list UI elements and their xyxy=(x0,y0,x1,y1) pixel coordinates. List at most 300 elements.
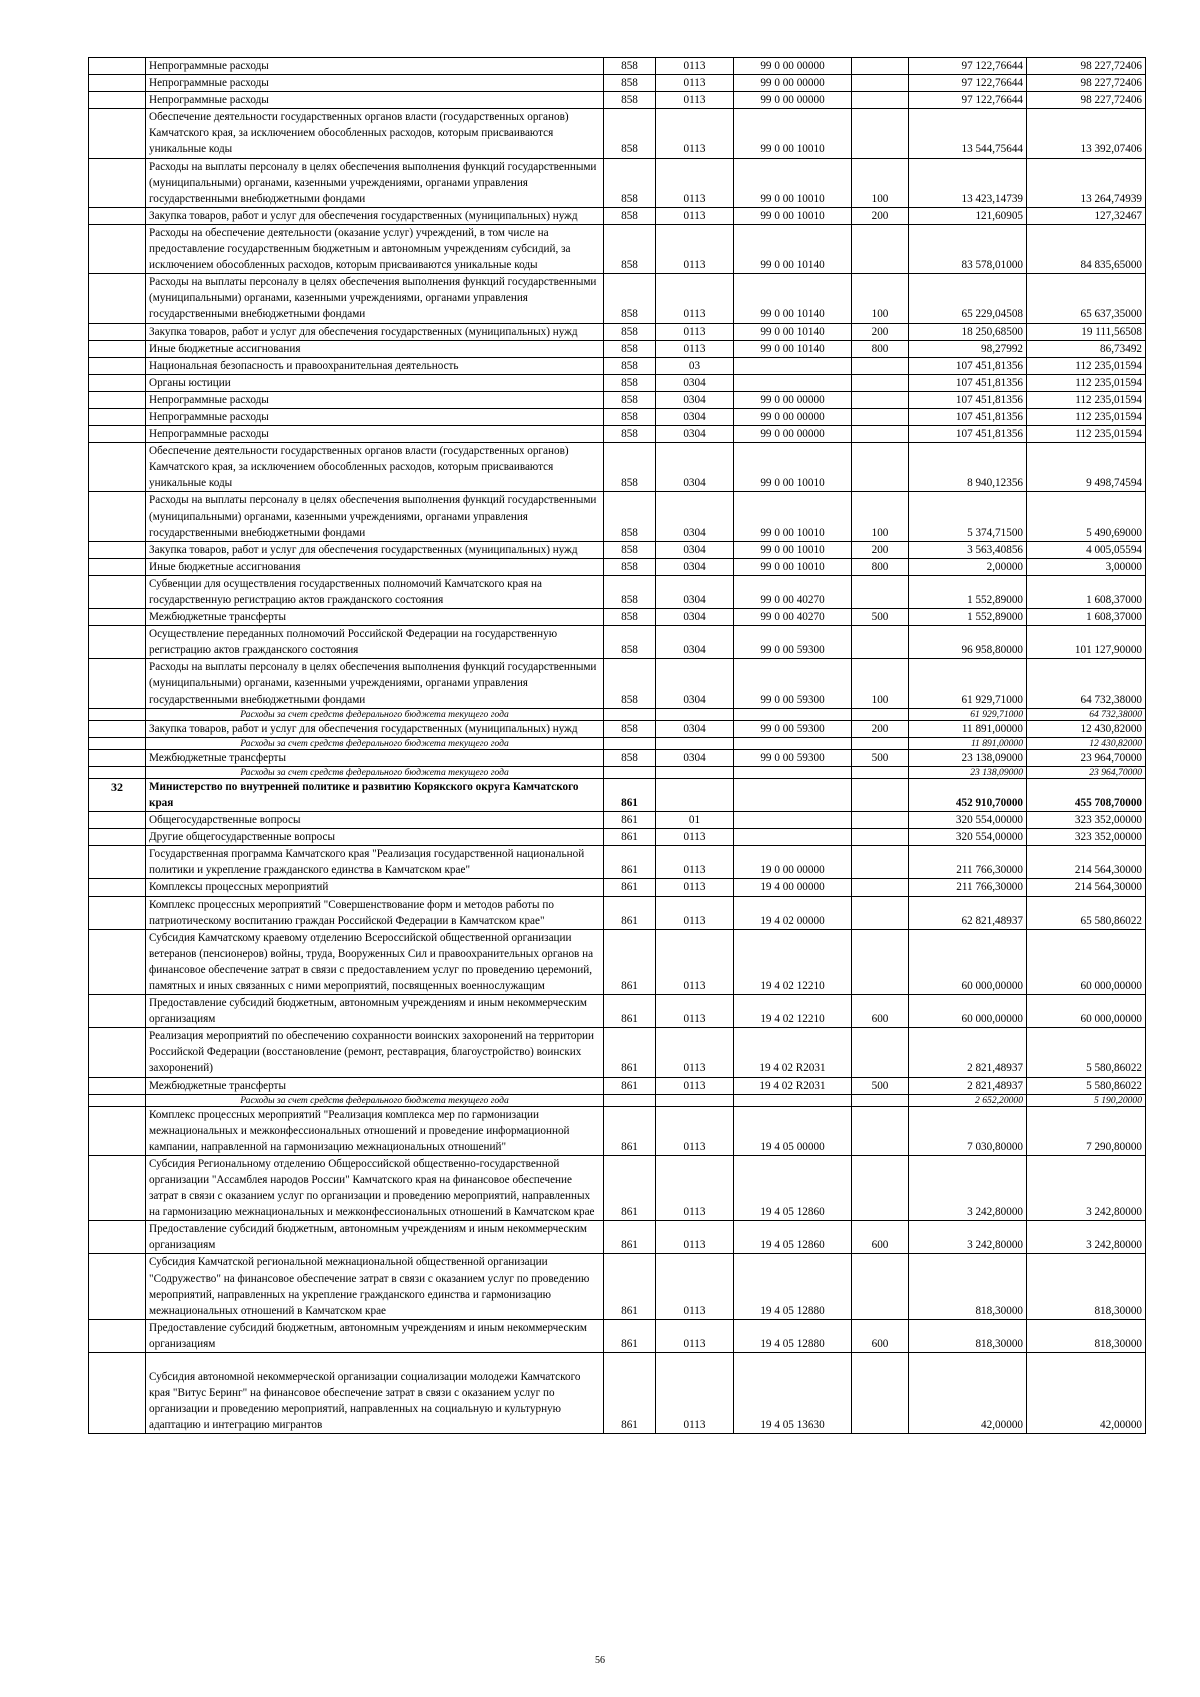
amount-year2-cell: 5 580,86022 xyxy=(1027,1077,1146,1094)
table-row xyxy=(89,207,1146,224)
expense-type-cell xyxy=(852,812,909,829)
amount-year2-cell: 12 430,82000 xyxy=(1027,720,1146,737)
amount-year2-cell: 23 964,70000 xyxy=(1027,766,1146,778)
amount-year1-cell: 320 554,00000 xyxy=(909,829,1027,846)
expense-name-cell: Расходы за счет средств федерального бюджета текущего года xyxy=(146,708,604,720)
department-code-cell xyxy=(604,1094,656,1106)
section-code-cell: 0113 xyxy=(656,1319,734,1352)
amount-year1-cell: 97 122,76644 xyxy=(909,75,1027,92)
section-code-cell: 0113 xyxy=(656,896,734,929)
table-row xyxy=(89,224,1146,273)
section-code-cell: 0304 xyxy=(656,575,734,608)
department-code-cell: 861 xyxy=(604,1028,656,1077)
row-number-cell xyxy=(89,720,146,737)
expense-type-cell xyxy=(852,1254,909,1319)
amount-year1-cell: 121,60905 xyxy=(909,207,1027,224)
expense-name-cell: Расходы за счет средств федерального бюджета текущего года xyxy=(146,737,604,749)
expense-type-cell: 200 xyxy=(852,207,909,224)
expense-name-cell: Расходы на выплаты персоналу в целях обеспечения выполнения функций государственными (муниципальными) органами, казенными учреждениями, органами управления государственными внебюджетными фондами xyxy=(146,158,604,207)
table-row xyxy=(89,1353,1146,1434)
amount-year1-cell: 2 652,20000 xyxy=(909,1094,1027,1106)
target-article-cell: 99 0 00 00000 xyxy=(734,58,852,75)
section-code-cell: 0113 xyxy=(656,58,734,75)
expense-name-cell: Межбюджетные трансферты xyxy=(146,609,604,626)
table-row xyxy=(89,323,1146,340)
expense-name-cell: Государственная программа Камчатского края "Реализация государственной национальной политики и укрепление гражданского единства в Камчатском крае" xyxy=(146,846,604,879)
amount-year2-cell: 60 000,00000 xyxy=(1027,995,1146,1028)
expense-type-cell: 500 xyxy=(852,1077,909,1094)
section-code-cell: 0304 xyxy=(656,541,734,558)
amount-year1-cell: 107 451,81356 xyxy=(909,374,1027,391)
row-number-cell xyxy=(89,1094,146,1106)
row-number-cell xyxy=(89,659,146,708)
expense-type-cell xyxy=(852,357,909,374)
section-code-cell: 0113 xyxy=(656,109,734,158)
section-code-cell: 0113 xyxy=(656,1155,734,1220)
expense-type-cell: 100 xyxy=(852,492,909,541)
department-code-cell: 861 xyxy=(604,829,656,846)
expense-name-cell: Закупка товаров, работ и услуг для обеспечения государственных (муниципальных) нужд xyxy=(146,207,604,224)
table-row xyxy=(89,766,1146,778)
expense-type-cell: 500 xyxy=(852,609,909,626)
table-row xyxy=(89,391,1146,408)
row-number-cell xyxy=(89,1221,146,1254)
target-article-cell xyxy=(734,812,852,829)
expense-name-cell: Обеспечение деятельности государственных органов власти (государственных органов) Камчатского края, за исключением обособленных расходов, которым присваиваются уникальные коды xyxy=(146,443,604,492)
expense-name-cell: Реализация мероприятий по обеспечению сохранности воинских захоронений на территории Российской Федерации (восстановление (ремонт, реставрация, благоустройство) воинских захоронений) xyxy=(146,1028,604,1077)
target-article-cell: 99 0 00 00000 xyxy=(734,75,852,92)
target-article-cell xyxy=(734,1094,852,1106)
expense-name-cell: Министерство по внутренней политике и развитию Корякского округа Камчатского края xyxy=(146,778,604,811)
amount-year2-cell: 65 580,86022 xyxy=(1027,896,1146,929)
row-number-cell xyxy=(89,340,146,357)
expense-name-cell: Межбюджетные трансферты xyxy=(146,1077,604,1094)
table-row xyxy=(89,374,1146,391)
expense-name-cell: Межбюджетные трансферты xyxy=(146,749,604,766)
expense-type-cell: 800 xyxy=(852,558,909,575)
table-row xyxy=(89,1319,1146,1352)
amount-year1-cell: 83 578,01000 xyxy=(909,224,1027,273)
section-code-cell xyxy=(656,1094,734,1106)
amount-year2-cell: 5 490,69000 xyxy=(1027,492,1146,541)
section-code-cell: 0304 xyxy=(656,408,734,425)
target-article-cell: 99 0 00 00000 xyxy=(734,408,852,425)
expense-name-cell: Обеспечение деятельности государственных органов власти (государственных органов) Камчатского края, за исключением обособленных расходов, которым присваиваются уникальные коды xyxy=(146,109,604,158)
department-code-cell: 861 xyxy=(604,1106,656,1155)
amount-year2-cell: 60 000,00000 xyxy=(1027,929,1146,994)
table-row xyxy=(89,626,1146,659)
table-row xyxy=(89,408,1146,425)
target-article-cell: 99 0 00 40270 xyxy=(734,609,852,626)
table-row xyxy=(89,1106,1146,1155)
table-row xyxy=(89,575,1146,608)
department-code-cell: 858 xyxy=(604,92,656,109)
department-code-cell: 861 xyxy=(604,896,656,929)
row-number-cell xyxy=(89,109,146,158)
row-number-cell xyxy=(89,1106,146,1155)
expense-type-cell xyxy=(852,391,909,408)
amount-year1-cell: 1 552,89000 xyxy=(909,609,1027,626)
amount-year2-cell: 98 227,72406 xyxy=(1027,58,1146,75)
expense-type-cell xyxy=(852,1094,909,1106)
target-article-cell: 19 4 05 12880 xyxy=(734,1254,852,1319)
expense-name-cell: Иные бюджетные ассигнования xyxy=(146,340,604,357)
target-article-cell: 99 0 00 10010 xyxy=(734,109,852,158)
amount-year2-cell: 127,32467 xyxy=(1027,207,1146,224)
expense-type-cell xyxy=(852,708,909,720)
department-code-cell: 858 xyxy=(604,207,656,224)
section-code-cell: 0304 xyxy=(656,374,734,391)
amount-year2-cell: 9 498,74594 xyxy=(1027,443,1146,492)
table-row xyxy=(89,749,1146,766)
department-code-cell xyxy=(604,766,656,778)
table-row xyxy=(89,426,1146,443)
expense-type-cell xyxy=(852,829,909,846)
amount-year2-cell: 5 190,20000 xyxy=(1027,1094,1146,1106)
expense-name-cell: Расходы на выплаты персоналу в целях обеспечения выполнения функций государственными (муниципальными) органами, казенными учреждениями, органами управления государственными внебюджетными фондами xyxy=(146,659,604,708)
expense-name-cell: Расходы на выплаты персоналу в целях обеспечения выполнения функций государственными (муниципальными) органами, казенными учреждениями, органами управления государственными внебюджетными фондами xyxy=(146,274,604,323)
department-code-cell: 861 xyxy=(604,846,656,879)
department-code-cell: 861 xyxy=(604,1353,656,1434)
expense-type-cell xyxy=(852,1353,909,1434)
table-row xyxy=(89,92,1146,109)
row-number-cell: 32 xyxy=(89,778,146,811)
amount-year2-cell: 1 608,37000 xyxy=(1027,575,1146,608)
amount-year2-cell: 3 242,80000 xyxy=(1027,1155,1146,1220)
department-code-cell: 861 xyxy=(604,1155,656,1220)
row-number-cell xyxy=(89,323,146,340)
table-row xyxy=(89,708,1146,720)
department-code-cell: 858 xyxy=(604,426,656,443)
target-article-cell: 99 0 00 40270 xyxy=(734,575,852,608)
table-row xyxy=(89,896,1146,929)
section-code-cell: 0113 xyxy=(656,92,734,109)
amount-year1-cell: 60 000,00000 xyxy=(909,929,1027,994)
amount-year1-cell: 107 451,81356 xyxy=(909,357,1027,374)
expense-name-cell: Субсидия Камчатскому краевому отделению Всероссийской общественной организации ветеранов (пенсионеров) войны, труда, Вооруженных Сил и правоохранительных органов на финансовое обеспечение затрат в связи с предоставлением услуг по проведению церемоний, памятных и иных связанных с ними мероприятий, посвященных военнослужащим xyxy=(146,929,604,994)
amount-year1-cell: 11 891,00000 xyxy=(909,737,1027,749)
section-code-cell: 0113 xyxy=(656,323,734,340)
department-code-cell: 858 xyxy=(604,626,656,659)
expense-name-cell: Расходы на обеспечение деятельности (оказание услуг) учреждений, в том числе на предоставление государственным бюджетным и автономным учреждениям субсидий, за исключением обособленных расходов, которым присваиваются уникальные коды xyxy=(146,224,604,273)
target-article-cell: 99 0 00 59300 xyxy=(734,749,852,766)
amount-year2-cell: 64 732,38000 xyxy=(1027,659,1146,708)
amount-year2-cell: 65 637,35000 xyxy=(1027,274,1146,323)
amount-year1-cell: 818,30000 xyxy=(909,1319,1027,1352)
row-number-cell xyxy=(89,879,146,896)
target-article-cell: 19 4 02 00000 xyxy=(734,896,852,929)
expense-name-cell: Предоставление субсидий бюджетным, автономным учреждениям и иным некоммерческим организациям xyxy=(146,995,604,1028)
expense-name-cell: Закупка товаров, работ и услуг для обеспечения государственных (муниципальных) нужд xyxy=(146,323,604,340)
target-article-cell xyxy=(734,708,852,720)
department-code-cell: 858 xyxy=(604,274,656,323)
section-code-cell xyxy=(656,737,734,749)
amount-year2-cell: 112 235,01594 xyxy=(1027,391,1146,408)
section-code-cell: 0113 xyxy=(656,1028,734,1077)
section-code-cell: 0113 xyxy=(656,846,734,879)
target-article-cell xyxy=(734,778,852,811)
amount-year2-cell: 13 264,74939 xyxy=(1027,158,1146,207)
row-number-cell xyxy=(89,92,146,109)
department-code-cell: 858 xyxy=(604,158,656,207)
table-row xyxy=(89,879,1146,896)
amount-year2-cell: 1 608,37000 xyxy=(1027,609,1146,626)
expense-name-cell: Субсидия автономной некоммерческой организации социализации молодежи Камчатского края "Витус Беринг" на финансовое обеспечение затрат в связи с оказанием услуг по организации и проведению мероприятий, направленных на социальную и культурную адаптацию и интеграцию мигрантов xyxy=(146,1353,604,1434)
amount-year2-cell: 42,00000 xyxy=(1027,1353,1146,1434)
expense-name-cell: Закупка товаров, работ и услуг для обеспечения государственных (муниципальных) нужд xyxy=(146,720,604,737)
table-row xyxy=(89,541,1146,558)
row-number-cell xyxy=(89,812,146,829)
table-row xyxy=(89,846,1146,879)
amount-year1-cell: 62 821,48937 xyxy=(909,896,1027,929)
target-article-cell: 99 0 00 00000 xyxy=(734,391,852,408)
amount-year2-cell: 214 564,30000 xyxy=(1027,846,1146,879)
department-code-cell: 861 xyxy=(604,1319,656,1352)
department-code-cell: 858 xyxy=(604,749,656,766)
section-code-cell: 0304 xyxy=(656,749,734,766)
amount-year1-cell: 2,00000 xyxy=(909,558,1027,575)
page-number: 56 xyxy=(595,1655,605,1666)
target-article-cell: 19 4 02 12210 xyxy=(734,995,852,1028)
row-number-cell xyxy=(89,829,146,846)
amount-year1-cell: 452 910,70000 xyxy=(909,778,1027,811)
expense-name-cell: Иные бюджетные ассигнования xyxy=(146,558,604,575)
row-number-cell xyxy=(89,443,146,492)
department-code-cell: 858 xyxy=(604,720,656,737)
section-code-cell: 0113 xyxy=(656,995,734,1028)
row-number-cell xyxy=(89,1319,146,1352)
amount-year2-cell: 4 005,05594 xyxy=(1027,541,1146,558)
amount-year1-cell: 107 451,81356 xyxy=(909,391,1027,408)
expense-type-cell xyxy=(852,575,909,608)
target-article-cell xyxy=(734,737,852,749)
section-code-cell xyxy=(656,778,734,811)
table-row xyxy=(89,1155,1146,1220)
row-number-cell xyxy=(89,408,146,425)
amount-year2-cell: 13 392,07406 xyxy=(1027,109,1146,158)
department-code-cell: 858 xyxy=(604,443,656,492)
target-article-cell: 99 0 00 10010 xyxy=(734,541,852,558)
table-row xyxy=(89,720,1146,737)
section-code-cell: 0113 xyxy=(656,1106,734,1155)
expense-name-cell: Субсидия Камчатской региональной межнациональной общественной организации "Содружество" на финансовое обеспечение затрат в связи с оказанием услуг по проведению мероприятий, направленных на укрепление гражданского единства и гармонизацию межнациональных отношений в Камчатском крае xyxy=(146,1254,604,1319)
amount-year2-cell: 112 235,01594 xyxy=(1027,374,1146,391)
amount-year1-cell: 818,30000 xyxy=(909,1254,1027,1319)
target-article-cell: 19 4 05 00000 xyxy=(734,1106,852,1155)
table-row xyxy=(89,1221,1146,1254)
target-article-cell xyxy=(734,374,852,391)
target-article-cell: 99 0 00 00000 xyxy=(734,92,852,109)
amount-year1-cell: 3 242,80000 xyxy=(909,1221,1027,1254)
expense-type-cell: 600 xyxy=(852,1221,909,1254)
section-code-cell: 0113 xyxy=(656,75,734,92)
section-code-cell: 0113 xyxy=(656,207,734,224)
table-row xyxy=(89,357,1146,374)
department-code-cell: 858 xyxy=(604,109,656,158)
table-row xyxy=(89,995,1146,1028)
department-code-cell: 858 xyxy=(604,391,656,408)
department-code-cell: 858 xyxy=(604,58,656,75)
amount-year1-cell: 211 766,30000 xyxy=(909,846,1027,879)
target-article-cell: 99 0 00 10010 xyxy=(734,207,852,224)
amount-year2-cell: 3,00000 xyxy=(1027,558,1146,575)
row-number-cell xyxy=(89,1077,146,1094)
department-code-cell: 861 xyxy=(604,812,656,829)
amount-year1-cell: 42,00000 xyxy=(909,1353,1027,1434)
amount-year1-cell: 23 138,09000 xyxy=(909,749,1027,766)
target-article-cell: 99 0 00 00000 xyxy=(734,426,852,443)
expense-type-cell: 600 xyxy=(852,995,909,1028)
target-article-cell: 99 0 00 10140 xyxy=(734,274,852,323)
department-code-cell xyxy=(604,737,656,749)
expense-name-cell: Субсидия Региональному отделению Общероссийской общественно-государственной организации "Ассамблея народов России" Камчатского края на финансовое обеспечение затрат в связи с оказанием услуг по организации и проведению мероприятий, направленных на гармонизацию межнациональных и межконфессиональных отношений в Камчатском крае xyxy=(146,1155,604,1220)
row-number-cell xyxy=(89,558,146,575)
amount-year1-cell: 107 451,81356 xyxy=(909,426,1027,443)
department-code-cell: 861 xyxy=(604,879,656,896)
expense-type-cell: 800 xyxy=(852,340,909,357)
section-code-cell: 0113 xyxy=(656,340,734,357)
department-code-cell: 858 xyxy=(604,558,656,575)
target-article-cell: 99 0 00 10140 xyxy=(734,224,852,273)
expense-type-cell: 100 xyxy=(852,158,909,207)
section-code-cell: 0304 xyxy=(656,609,734,626)
amount-year2-cell: 818,30000 xyxy=(1027,1254,1146,1319)
table-row xyxy=(89,737,1146,749)
amount-year2-cell: 112 235,01594 xyxy=(1027,357,1146,374)
expense-name-cell: Непрограммные расходы xyxy=(146,408,604,425)
expense-type-cell xyxy=(852,374,909,391)
amount-year2-cell: 455 708,70000 xyxy=(1027,778,1146,811)
amount-year2-cell: 101 127,90000 xyxy=(1027,626,1146,659)
section-code-cell xyxy=(656,708,734,720)
amount-year2-cell: 98 227,72406 xyxy=(1027,92,1146,109)
table-body xyxy=(89,58,1146,1434)
expense-type-cell xyxy=(852,1155,909,1220)
expense-type-cell xyxy=(852,443,909,492)
department-code-cell: 858 xyxy=(604,541,656,558)
amount-year1-cell: 2 821,48937 xyxy=(909,1028,1027,1077)
section-code-cell: 0304 xyxy=(656,443,734,492)
target-article-cell: 99 0 00 10140 xyxy=(734,340,852,357)
amount-year2-cell: 7 290,80000 xyxy=(1027,1106,1146,1155)
amount-year2-cell: 323 352,00000 xyxy=(1027,812,1146,829)
amount-year2-cell: 23 964,70000 xyxy=(1027,749,1146,766)
amount-year2-cell: 323 352,00000 xyxy=(1027,829,1146,846)
target-article-cell: 99 0 00 59300 xyxy=(734,626,852,659)
target-article-cell: 99 0 00 10010 xyxy=(734,443,852,492)
row-number-cell xyxy=(89,609,146,626)
row-number-cell xyxy=(89,708,146,720)
department-code-cell: 858 xyxy=(604,357,656,374)
amount-year1-cell: 13 423,14739 xyxy=(909,158,1027,207)
expense-type-cell xyxy=(852,58,909,75)
target-article-cell: 19 0 00 00000 xyxy=(734,846,852,879)
row-number-cell xyxy=(89,426,146,443)
section-code-cell: 0304 xyxy=(656,391,734,408)
amount-year1-cell: 5 374,71500 xyxy=(909,492,1027,541)
row-number-cell xyxy=(89,1254,146,1319)
target-article-cell: 99 0 00 10010 xyxy=(734,558,852,575)
expense-type-cell: 200 xyxy=(852,541,909,558)
department-code-cell: 858 xyxy=(604,224,656,273)
department-code-cell: 861 xyxy=(604,1254,656,1319)
table-row xyxy=(89,1028,1146,1077)
department-code-cell: 861 xyxy=(604,1221,656,1254)
expense-type-cell xyxy=(852,846,909,879)
amount-year2-cell: 3 242,80000 xyxy=(1027,1221,1146,1254)
expense-type-cell xyxy=(852,929,909,994)
row-number-cell xyxy=(89,1028,146,1077)
row-number-cell xyxy=(89,766,146,778)
target-article-cell: 19 4 00 00000 xyxy=(734,879,852,896)
section-code-cell: 0304 xyxy=(656,720,734,737)
expense-type-cell: 100 xyxy=(852,274,909,323)
amount-year2-cell: 112 235,01594 xyxy=(1027,426,1146,443)
section-code-cell: 0304 xyxy=(656,426,734,443)
row-number-cell xyxy=(89,575,146,608)
expense-type-cell xyxy=(852,896,909,929)
row-number-cell xyxy=(89,158,146,207)
section-code-cell: 0304 xyxy=(656,659,734,708)
section-code-cell: 0113 xyxy=(656,224,734,273)
amount-year2-cell: 98 227,72406 xyxy=(1027,75,1146,92)
expense-name-cell: Комплексы процессных мероприятий xyxy=(146,879,604,896)
row-number-cell xyxy=(89,224,146,273)
target-article-cell: 99 0 00 10140 xyxy=(734,323,852,340)
expense-type-cell xyxy=(852,426,909,443)
amount-year2-cell: 112 235,01594 xyxy=(1027,408,1146,425)
row-number-cell xyxy=(89,492,146,541)
target-article-cell: 99 0 00 59300 xyxy=(734,720,852,737)
table-row xyxy=(89,609,1146,626)
amount-year1-cell: 11 891,00000 xyxy=(909,720,1027,737)
target-article-cell: 19 4 02 R2031 xyxy=(734,1028,852,1077)
section-code-cell: 0113 xyxy=(656,1221,734,1254)
section-code-cell: 0113 xyxy=(656,274,734,323)
row-number-cell xyxy=(89,749,146,766)
section-code-cell xyxy=(656,766,734,778)
section-code-cell: 0113 xyxy=(656,879,734,896)
row-number-cell xyxy=(89,1155,146,1220)
amount-year1-cell: 61 929,71000 xyxy=(909,708,1027,720)
table-row xyxy=(89,1094,1146,1106)
expense-name-cell: Непрограммные расходы xyxy=(146,426,604,443)
expense-type-cell xyxy=(852,766,909,778)
section-code-cell: 0113 xyxy=(656,829,734,846)
table-row xyxy=(89,274,1146,323)
amount-year1-cell: 65 229,04508 xyxy=(909,274,1027,323)
amount-year1-cell: 3 563,40856 xyxy=(909,541,1027,558)
row-number-cell xyxy=(89,58,146,75)
amount-year1-cell: 96 958,80000 xyxy=(909,626,1027,659)
section-code-cell: 0304 xyxy=(656,558,734,575)
department-code-cell: 858 xyxy=(604,659,656,708)
target-article-cell: 19 4 05 12880 xyxy=(734,1319,852,1352)
expense-name-cell: Общегосударственные вопросы xyxy=(146,812,604,829)
expense-name-cell: Субвенции для осуществления государственных полномочий Камчатского края на государственную регистрацию актов гражданского состояния xyxy=(146,575,604,608)
budget-table xyxy=(88,57,1146,1434)
expense-type-cell xyxy=(852,224,909,273)
row-number-cell xyxy=(89,929,146,994)
expense-type-cell xyxy=(852,408,909,425)
target-article-cell: 19 4 02 12210 xyxy=(734,929,852,994)
department-code-cell: 858 xyxy=(604,323,656,340)
expense-type-cell xyxy=(852,1028,909,1077)
department-code-cell: 858 xyxy=(604,575,656,608)
amount-year1-cell: 23 138,09000 xyxy=(909,766,1027,778)
target-article-cell xyxy=(734,766,852,778)
table-row xyxy=(89,443,1146,492)
